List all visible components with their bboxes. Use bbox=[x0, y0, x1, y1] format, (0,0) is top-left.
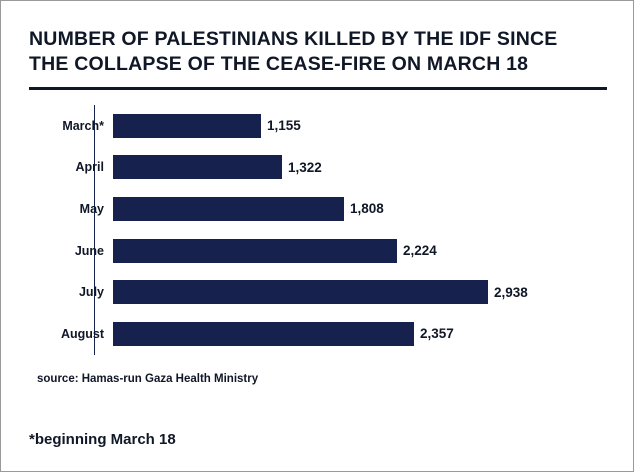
chart-row bbox=[29, 105, 609, 147]
chart-row bbox=[29, 313, 609, 355]
bar-track bbox=[113, 230, 609, 272]
bar-segment bbox=[113, 114, 261, 138]
bar-category-label: May bbox=[79, 201, 104, 216]
source-note: source: Hamas-run Gaza Health Ministry bbox=[37, 373, 259, 385]
chart-row bbox=[29, 188, 609, 230]
bar-value-label: 2,938 bbox=[494, 284, 528, 300]
bar-segment bbox=[113, 322, 414, 346]
footnote: *beginning March 18 bbox=[29, 431, 176, 448]
bar-value-label: 1,155 bbox=[267, 118, 301, 134]
bar-value-label: 2,224 bbox=[403, 243, 437, 259]
bar-category-label: August bbox=[60, 326, 104, 341]
page-title bbox=[29, 27, 607, 77]
title-divider bbox=[29, 87, 607, 90]
bar-value-label: 1,808 bbox=[350, 201, 384, 217]
bar-track bbox=[113, 105, 609, 147]
bar-track bbox=[113, 271, 609, 313]
bar-segment bbox=[113, 239, 397, 263]
bar-category-label: March* bbox=[62, 118, 104, 133]
bar-segment bbox=[113, 197, 344, 221]
chart-row bbox=[29, 271, 609, 313]
title-line-1: NUMBER OF PALESTINIANS KILLED BY THE IDF SINCE bbox=[29, 28, 558, 50]
bar-track bbox=[113, 147, 609, 189]
chart-row bbox=[29, 230, 609, 272]
bar-segment bbox=[113, 280, 488, 304]
bar-value-label: 2,357 bbox=[420, 326, 454, 342]
bar-track bbox=[113, 313, 609, 355]
bar-category-label: June bbox=[74, 243, 104, 258]
bar-category-label: April bbox=[75, 160, 104, 175]
bar-chart bbox=[29, 105, 609, 355]
chart-row bbox=[29, 147, 609, 189]
bar-value-label: 1,322 bbox=[288, 159, 322, 175]
bar-segment bbox=[113, 155, 282, 179]
bar-track bbox=[113, 188, 609, 230]
title-line-2: THE COLLAPSE OF THE CEASE-FIRE ON MARCH 18 bbox=[29, 53, 529, 75]
bar-category-label: July bbox=[78, 285, 104, 300]
